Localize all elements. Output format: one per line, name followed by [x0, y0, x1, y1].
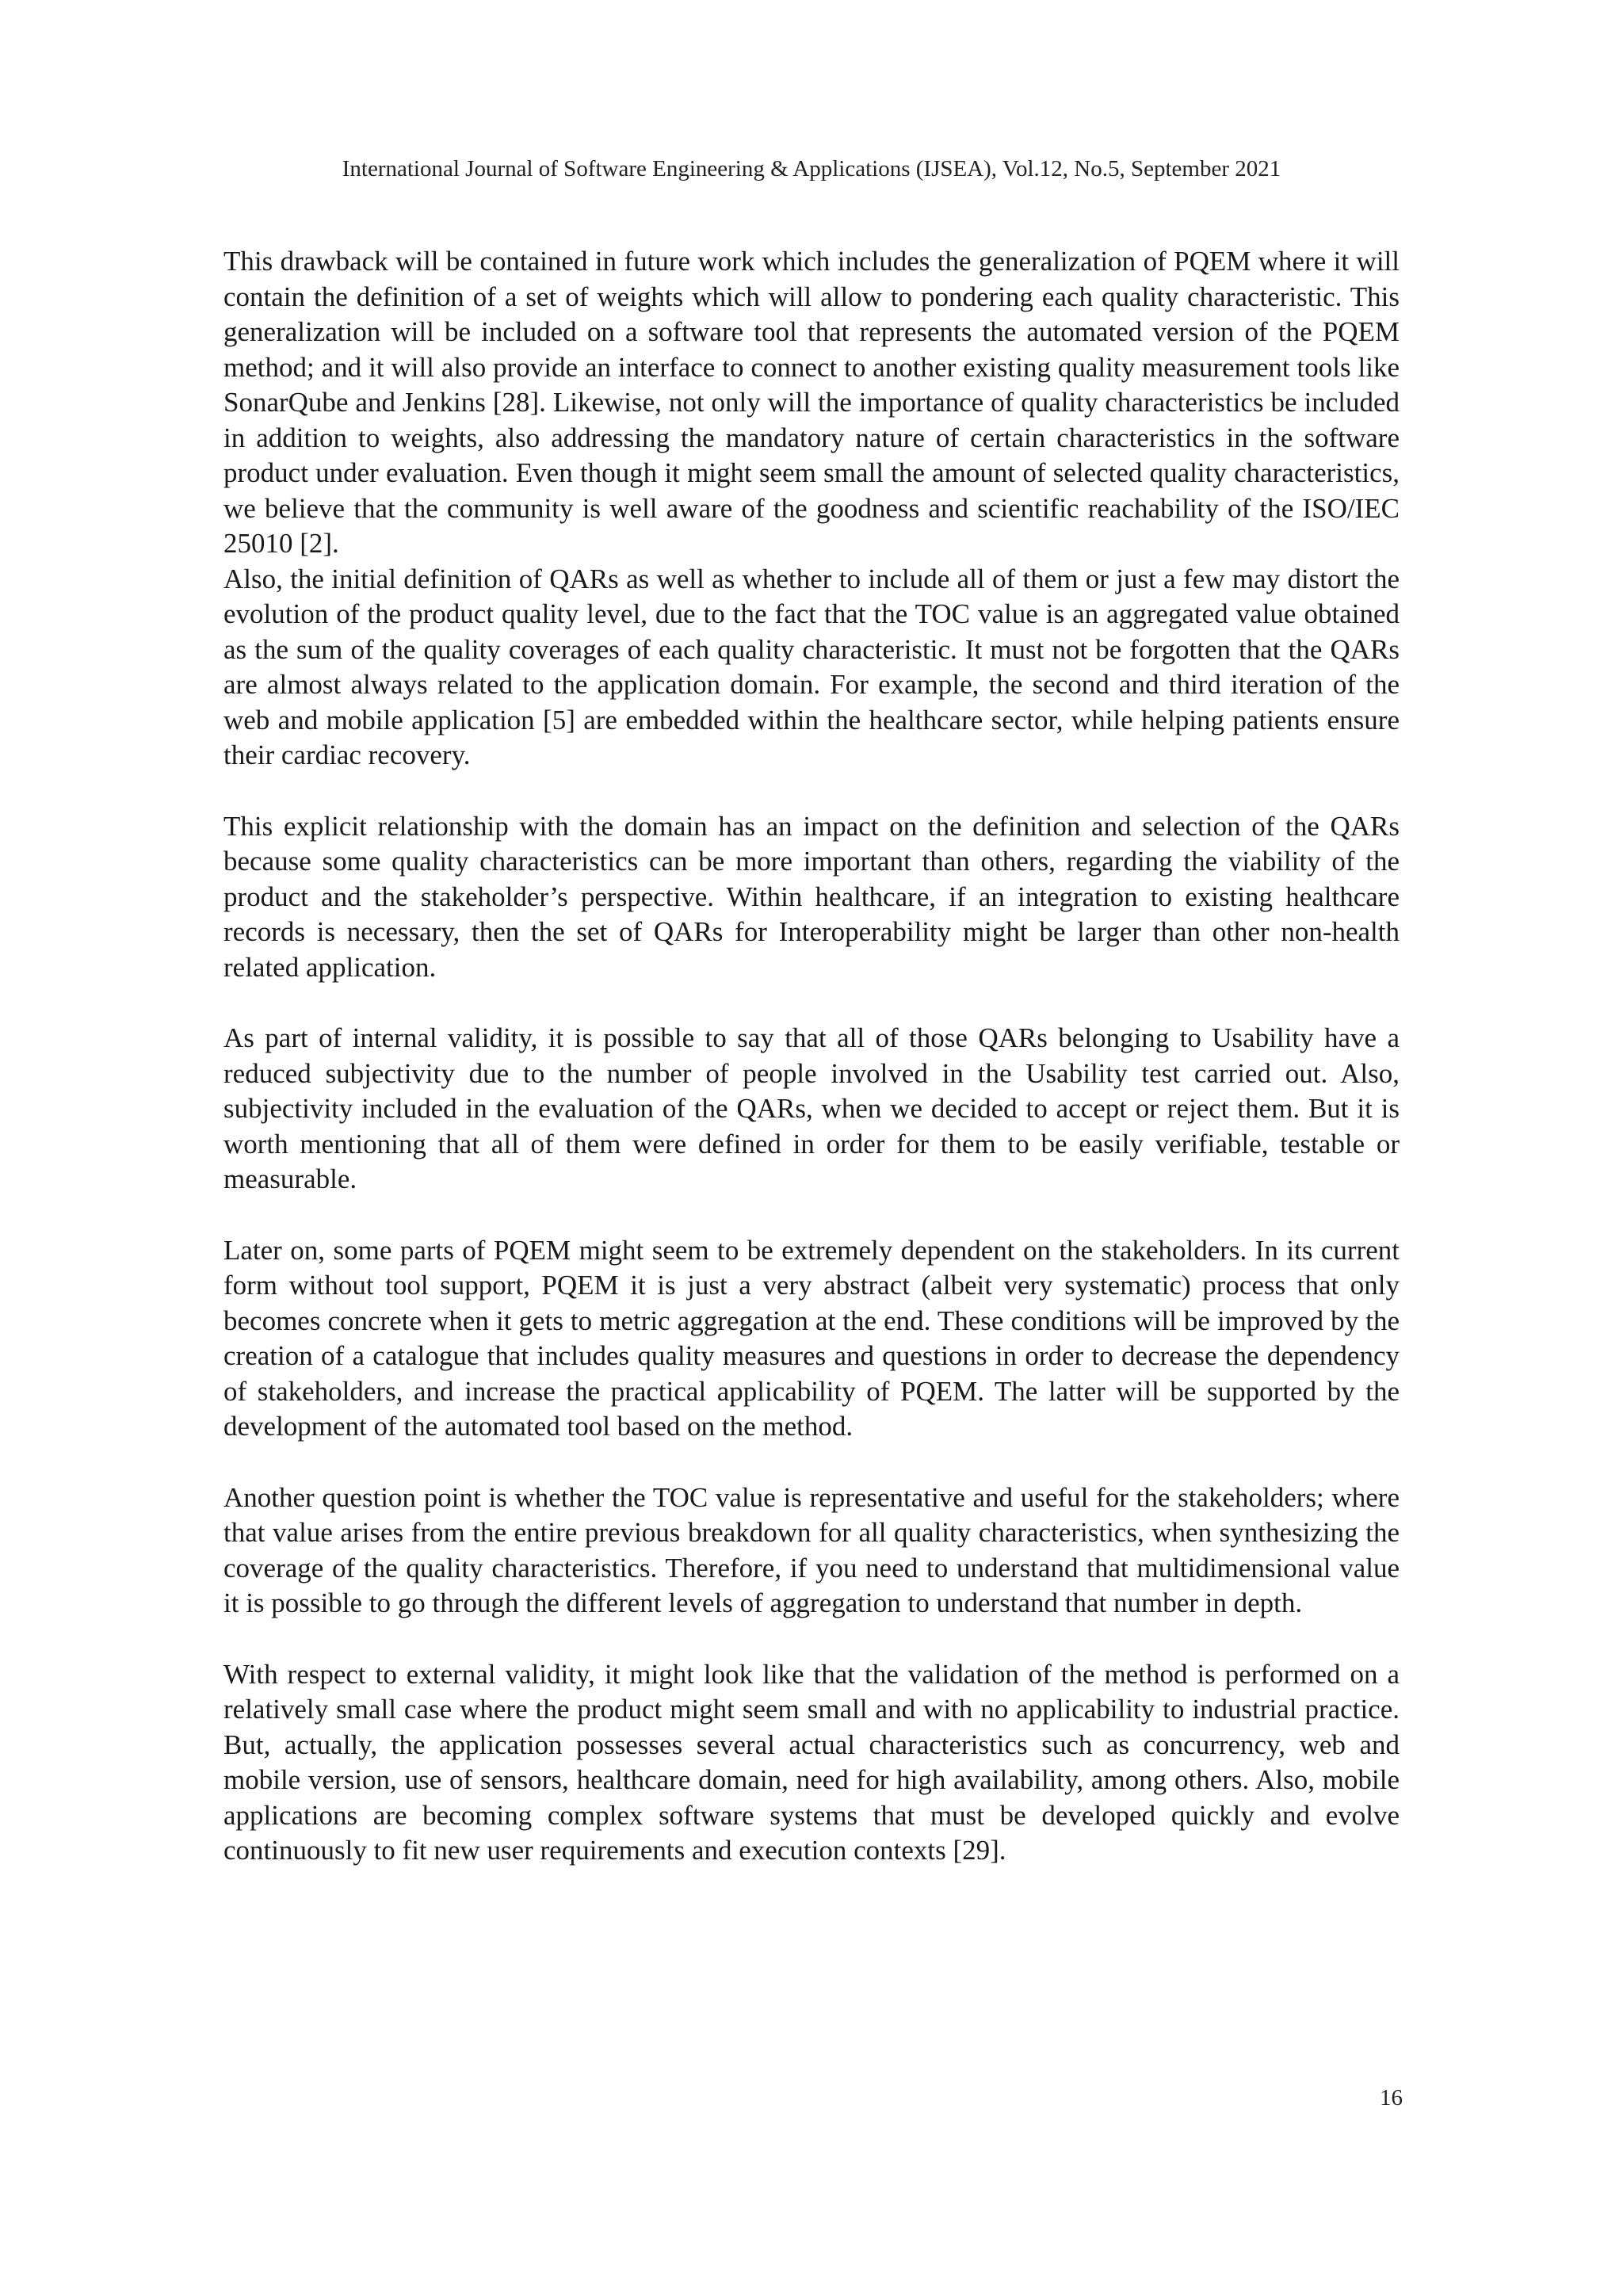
page-number: 16 [1380, 2085, 1403, 2111]
paragraph: Also, the initial definition of QARs as well as whether to include all of them or just a few may distort the evolution of the product quality level, due to the fact that the TOC value is an aggregated value obtained as the sum of the quality coverages of each quality characteristic. It must not be forgotten that the QARs are almost always related to the application domain. For example, the second and third iteration of the web and mobile application [5] are embedded within the healthcare sector, while helping patients ensure their cardiac recovery. [223, 563, 1400, 770]
paragraph: Another question point is whether the TOC value is representative and useful for the stakeholders; where that value arises from the entire previous breakdown for all quality characteristics, when synthesizing the coverage of the quality characteristics. Therefore, if you need to understand that multidimensional value it is possible to go through the different levels of aggregation to understand that number in depth. [223, 1481, 1400, 1618]
running-header: International Journal of Software Engineering & Applications (IJSEA), Vol.12, No.5, September 2021 [342, 156, 1281, 181]
paragraph: With respect to external validity, it might look like that the validation of the method is performed on a relatively small case where the product might seem small and with no applicability to industrial practice. But, actually, the application possesses several actual characteristics such as concurrency, web and mobile version, use of sensors, healthcare domain, need for high availability, among others. Also, mobile applications are becoming complex software systems that must be developed quickly and evolve continuously to fit new user requirements and execution contexts [29]. [223, 1658, 1400, 1866]
paragraph: As part of internal validity, it is possible to say that all of those QARs belonging to Usability have a reduced subjectivity due to the number of people involved in the Usability test carried out. Also, subjectivity included in the evaluation of the QARs, when we decided to accept or reject them. But it is worth mentioning that all of them were defined in order for them to be easily verifiable, testable or measurable. [223, 1022, 1400, 1194]
body-text [223, 244, 1400, 1904]
paragraph: This drawback will be contained in future work which includes the generalization of PQEM where it will contain the definition of a set of weights which will allow to pondering each quality characteristic. This generalization will be included on a software tool that represents the automated version of the PQEM method; and it will also provide an interface to connect to another existing quality measurement tools like SonarQube and Jenkins [28]. Likewise, not only will the importance of quality characteristics be included in addition to weights, also addressing the mandatory nature of certain characteristics in the software product under evaluation. Even though it might seem small the amount of selected quality characteristics, we believe that the community is well aware of the goodness and scientific reachability of the ISO/IEC 25010 [2]. [223, 246, 1400, 559]
paragraph: Later on, some parts of PQEM might seem to be extremely dependent on the stakeholders. In its current form without tool support, PQEM it is just a very abstract (albeit very systematic) process that only becomes concrete when it gets to metric aggregation at the end. These conditions will be improved by the creation of a catalogue that includes quality measures and questions in order to decrease the dependency of stakeholders, and increase the practical applicability of PQEM. The latter will be supported by the development of the automated tool based on the method. [223, 1234, 1400, 1442]
paragraph: This explicit relationship with the domain has an impact on the definition and selection of the QARs because some quality characteristics can be more important than others, regarding the viability of the product and the stakeholder’s perspective. Within healthcare, if an integration to existing healthcare records is necessary, then the set of QARs for Interoperability might be larger than other non-health related application. [223, 810, 1400, 983]
